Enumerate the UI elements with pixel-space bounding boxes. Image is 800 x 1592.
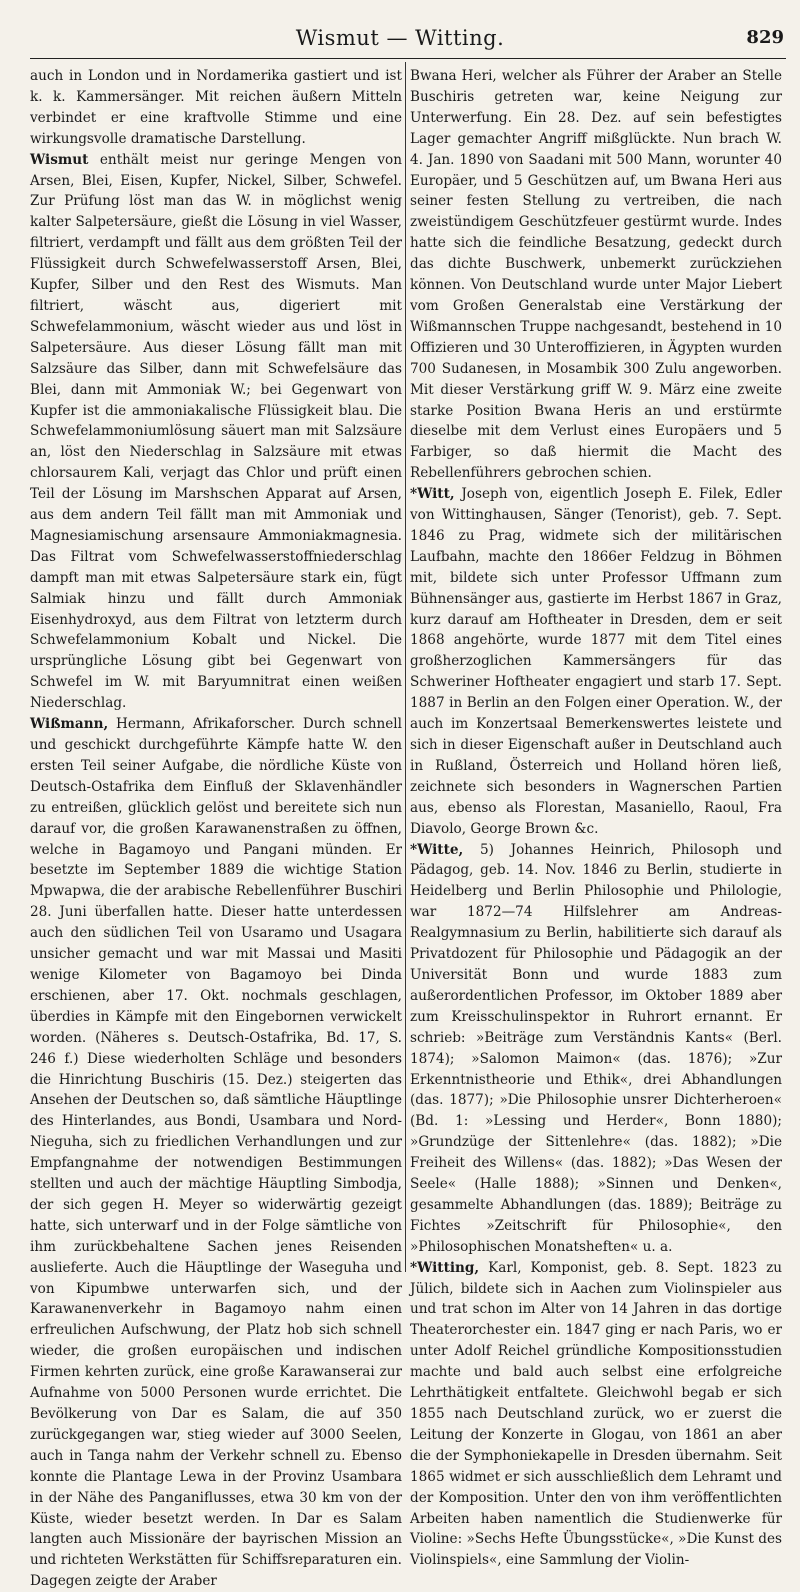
entry-text: auch in London und in Nordamerika gastiert und ist k. k. Kammersänger. Mit reichen äußern Mitteln verbindet er eine kraftvolle Stimme und eine wirkungsvolle dramatische Darstellung. (30, 68, 402, 147)
column-divider (405, 62, 406, 1272)
header-rule (30, 58, 786, 59)
entry-lemma: *Witt, (410, 486, 455, 503)
entry-text: Bwana Heri, welcher als Führer der Araber an Stelle Buschiris getreten war, keine Neigung zur Unterwerfung. Ein 28. Dez. auf sein befestigtes Lager gemachter Angriff mißglückte. Nun brach W. 4. Jan. 1890 von Saadani mit 500 Mann, worunter 40 Europäer, und 5 Geschützen auf, um Bwana Heri aus seiner festen Stellung zu vertreiben, die nach zweistündigem Geschützfeuer gestürmt wurde. Indes hatte sich die feindliche Besatzung, gedeckt durch das dichte Buschwerk, unbemerkt zurückziehen können. Von Deutschland wurde unter Major Liebert vom Großen Generalstab eine Verstärkung der Wißmannschen Truppe nachgesandt, bestehend in 10 Offizieren und 30 Unteroffizieren, in Ägypten wurden 700 Sudanesen, in Mosambik 300 Zulu angeworben. Mit dieser Verstärkung griff W. 9. März eine zweite starke Position Bwana Heris an und erstürmte dieselbe mit dem Verlust eines Europäers und 5 Farbiger, so daß hiermit die Macht des Rebellenführers gebrochen schien. (410, 68, 782, 482)
entry-wissmann (30, 714, 402, 1592)
page-number: 829 (746, 27, 784, 48)
entry-continuation (410, 66, 782, 484)
entry-lemma: *Witte, (410, 841, 464, 858)
entry-text: Hermann, Afrikaforscher. Durch schnell und geschickt durchgeführte Kämpfe hatte W. den ersten Teil seiner Aufgabe, die nördliche Küste von Deutsch-Ostafrika dem Einfluß der Sklavenhändler zu entreißen, glücklich gelöst und bereitete sich nun darauf vor, die großen Karawanenstraßen zu öffnen, welche in Bagamoyo und Pangani münden. Er besetzte im September 1889 die wichtige Station Mpwapwa, die der arabische Rebellenführer Buschiri 28. Juni überfallen hatte. Dieser hatte unterdessen auch den südlichen Teil von Usaramo und Usagara unsicher gemacht und war mit Massai und Masiti wenige Kilometer von Bagamoyo bei Dinda erschienen, aber 17. Okt. nochmals geschlagen, überdies in Kämpfe mit den Eingebornen verwickelt worden. (Näheres s. Deutsch-Ostafrika, Bd. 17, S. 246 f.) Diese wiederholten Schläge und besonders die Hinrichtung Buschiris (15. Dez.) steigerten das Ansehen der Deutschen so, daß sämtliche Häuptlinge des Hinterlandes, aus Bondi, Usambara und Nord-Nieguha, sich zu friedlichen Verhandlungen und zur Empfangnahme der notwendigen Bestimmungen stellten und auch der mächtige Häuptling Simbodja, der sich gegen H. Meyer so widerwärtig gezeigt hatte, sich unterwarf und in der Folge sämtliche von ihm zurückbehaltene Sachen jenes Reisenden auslieferte. Auch die Häuptlinge der Waseguha und von Kipumbwe unterwarfen sich, und der Karawanenverkehr in Bagamoyo nahm einen erfreulichen Aufschwung, der Platz hob sich schnell wieder, die großen europäischen und indischen Firmen kehrten zurück, eine große Karawanserai zur Aufnahme von 5000 Personen wurde errichtet. Die Bevölkerung von Dar es Salam, die auf 350 zurückgegangen war, stieg wieder auf 3000 Seelen, auch in Tanga nahm der Verkehr schnell zu. Ebenso konnte die Plantage Lewa in der Provinz Usambara in der Nähe des Panganiflusses, etwa 30 km von der Küste, wieder besetzt werden. In Dar es Salam langten auch Missionäre der bayrischen Mission an und richteten Werkstätten für Schiffsreparaturen ein. Dagegen zeigte der Araber (30, 716, 402, 1590)
right-column (410, 66, 782, 1569)
entry-text: 5) Johannes Heinrich, Philosoph und Pädagog, geb. 14. Nov. 1846 zu Berlin, studierte in Heidelberg und Berlin Philosophie und Philologie, war 1872—74 Hilfslehrer am Andreas-Realgymnasium zu Berlin, habilitierte sich darauf als Privatdozent für Philosophie und Pädagogik an der Universität Bonn und wurde 1883 zum außerordentlichen Professor, im Oktober 1889 aber zum Kreisschulinspektor in Ruhrort ernannt. Er schrieb: »Beiträge zum Verständnis Kants« (Berl. 1874); »Salomon Maimon« (das. 1876); »Zur Erkenntnistheorie und Ethik«, drei Abhandlungen (das. 1877); »Die Philosophie unsrer Dichterheroen« (Bd. 1: »Lessing und Herder«, Bonn 1880); »Grundzüge der Sittenlehre« (das. 1882); »Die Freiheit des Willens« (das. 1882); »Das Wesen der Seele« (Halle 1888); »Sinnen und Denken«, gesammelte Abhandlungen (das. 1889); Beiträge zu Fichtes »Zeitschrift für Philosophie«, den »Philosophischen Monatsheften« u. a. (410, 841, 782, 1255)
entry-witting (410, 1258, 782, 1572)
entry-witte (410, 840, 782, 1258)
entry-lemma: Wismut (30, 151, 89, 168)
running-title: Wismut — Witting. (295, 26, 505, 50)
entry-text: Joseph von, eigentlich Joseph E. Filek, Edler von Wittinghausen, Sänger (Tenorist), geb. 7. Sept. 1846 zu Prag, widmete sich der militärischen Laufbahn, machte den 1866er Feldzug in Böhmen mit, bildete sich unter Professor Uffmann zum Bühnensänger aus, gastierte im Herbst 1867 in Graz, kurz darauf am Hoftheater in Dresden, dem er seit 1868 angehörte, wurde 1877 mit dem Titel eines großherzoglichen Kammersängers für das Schweriner Hoftheater engagiert und starb 17. Sept. 1887 in Berlin an den Folgen einer Operation. W., der auch im Konzertsaal Bemerkenswertes leistete und sich in dieser Eigenschaft außer in Deutschland auch in Rußland, Österreich und Holland hören ließ, zeichnete sich besonders in Wagnerschen Partien aus, ebenso als Florestan, Masaniello, Raoul, Fra Diavolo, George Brown &c. (410, 486, 782, 837)
page-header (0, 0, 800, 52)
entry-wismut (30, 150, 402, 714)
entry-lemma: *Witting, (410, 1259, 480, 1276)
entry-witt (410, 484, 782, 839)
entry-text: Karl, Komponist, geb. 8. Sept. 1823 zu Jülich, bildete sich in Aachen zum Violinspieler aus und trat schon im Alter von 14 Jahren in das dortige Theaterorchester ein. 1847 ging er nach Paris, wo er unter Adolf Reichel gründliche Kompositionsstudien machte und bald auch selbst eine erfolgreiche Lehrthätigkeit entfaltete. Gleichwohl begab er sich 1855 nach Deutschland zurück, wo er zuerst die Leitung der Konzerte in Glogau, von 1861 an aber die der Symphoniekapelle in Dresden übernahm. Seit 1865 widmet er sich ausschließlich dem Lehramt und der Komposition. Unter den von ihm veröffentlichten Arbeiten haben namentlich die Studienwerke für Violine: »Sechs Hefte Übungsstücke«, »Die Kunst des Violinspiels«, eine Sammlung der Violin- (410, 1259, 782, 1569)
left-column (30, 66, 402, 1590)
entry-continuation (30, 66, 402, 150)
entry-lemma: Wißmann, (30, 716, 109, 733)
entry-text: enthält meist nur geringe Mengen von Arsen, Blei, Eisen, Kupfer, Nickel, Silber, Schwefel. Zur Prüfung löst man das W. in möglichst wenig kalter Salpetersäure, gießt die Lösung in viel Wasser, filtriert, verdampft und fällt aus dem größten Teil der Flüssigkeit durch Schwefelwasserstoff Arsen, Blei, Kupfer, Silber und den Rest des Wismuts. Man filtriert, wäscht aus, digeriert mit Schwefelammonium, wäscht wieder aus und löst in Salpetersäure. Aus dieser Lösung fällt man mit Salzsäure das Silber, dann mit Schwefelsäure das Blei, dann mit Ammoniak W.; bei Gegenwart von Kupfer ist die ammoniakalische Flüssigkeit blau. Die Schwefelammoniumlösung säuert man mit Salzsäure an, löst den Niederschlag in Salzsäure mit etwas chlorsaurem Kali, verjagt das Chlor und prüft einen Teil der Lösung im Marshschen Apparat auf Arsen, aus dem andern Teil fällt man mit Ammoniak und Magnesiamischung arsensaure Ammoniakmagnesia. Das Filtrat vom Schwefelwasserstoffniederschlag dampft man mit etwas Salpetersäure stark ein, fügt Salmiak hinzu und fällt durch Ammoniak Eisenhydroxyd, aus dem Filtrat von letzterm durch Schwefelammonium Kobalt und Nickel. Die ursprüngliche Lösung gibt bei Gegenwart von Schwefel im W. mit Baryumnitrat einen weißen Niederschlag. (30, 151, 402, 712)
